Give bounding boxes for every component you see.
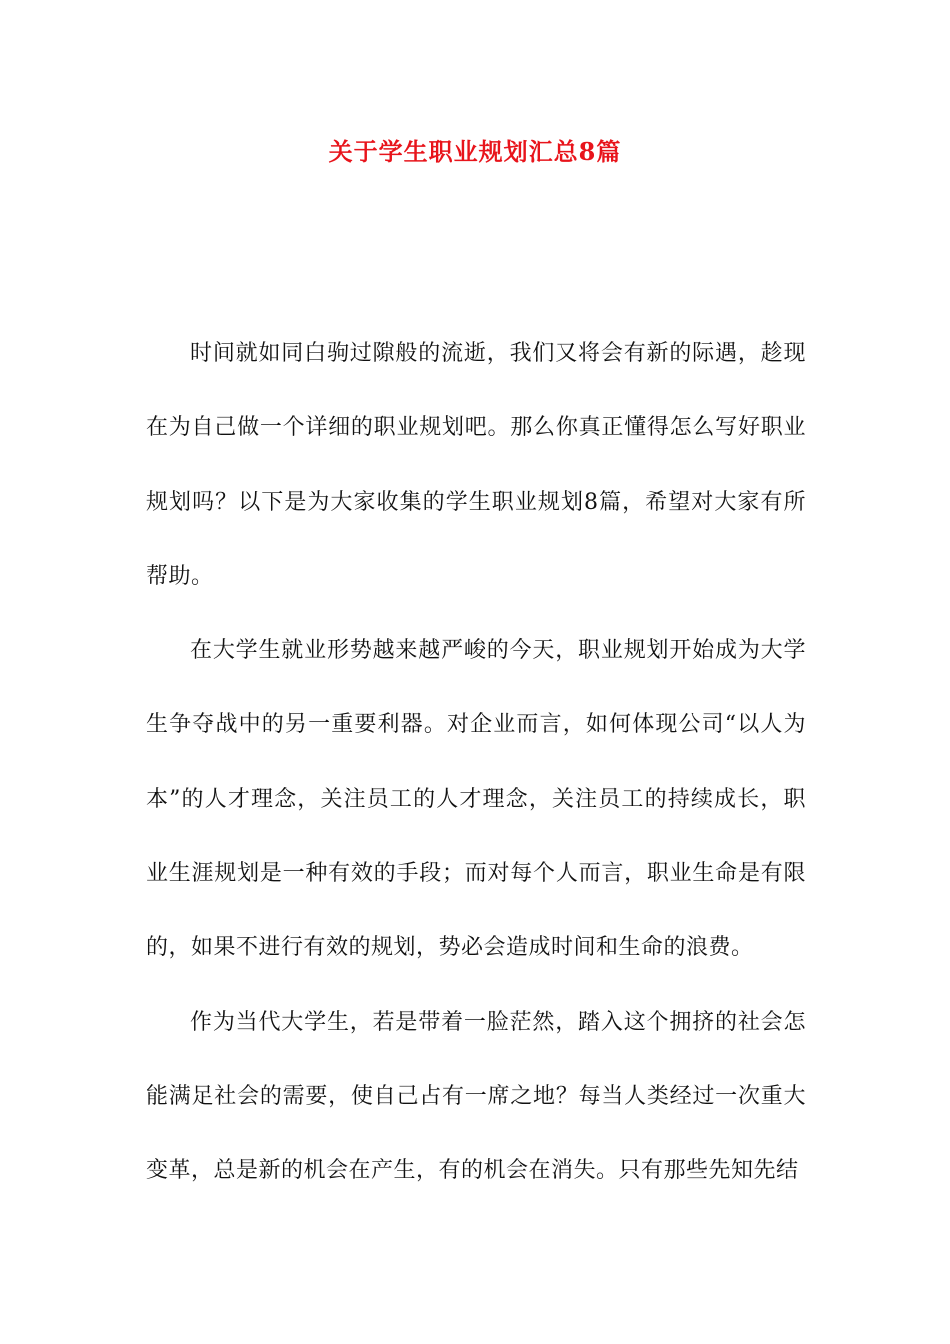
- paragraph: 在大学生就业形势越来越严峻的今天，职业规划开始成为大学生争夺战中的另一重要利器。对企业而言，如何体现公司“以人为本”的人才理念，关注员工的人才理念，关注员工的持续成长，职业生涯规划是一种有效的手段；而对每个人而言，职业生命是有限的，如果不进行有效的规划，势必会造成时间和生命的浪费。: [146, 638, 806, 961]
- document-body: [146, 317, 806, 1209]
- paragraph: 时间就如同白驹过隙般的流逝，我们又将会有新的际遇，趁现在为自己做一个详细的职业规划吧。那么你真正懂得怎么写好职业规划吗？以下是为大家收集的学生职业规划8篇，希望对大家有所帮助。: [146, 341, 806, 589]
- document-title: 关于学生职业规划汇总8篇: [328, 137, 622, 166]
- paragraph: 作为当代大学生，若是带着一脸茫然，踏入这个拥挤的社会怎能满足社会的需要，使自己占有一席之地？每当人类经过一次重大变革，总是新的机会在产生，有的机会在消失。只有那些先知先结: [146, 1009, 806, 1184]
